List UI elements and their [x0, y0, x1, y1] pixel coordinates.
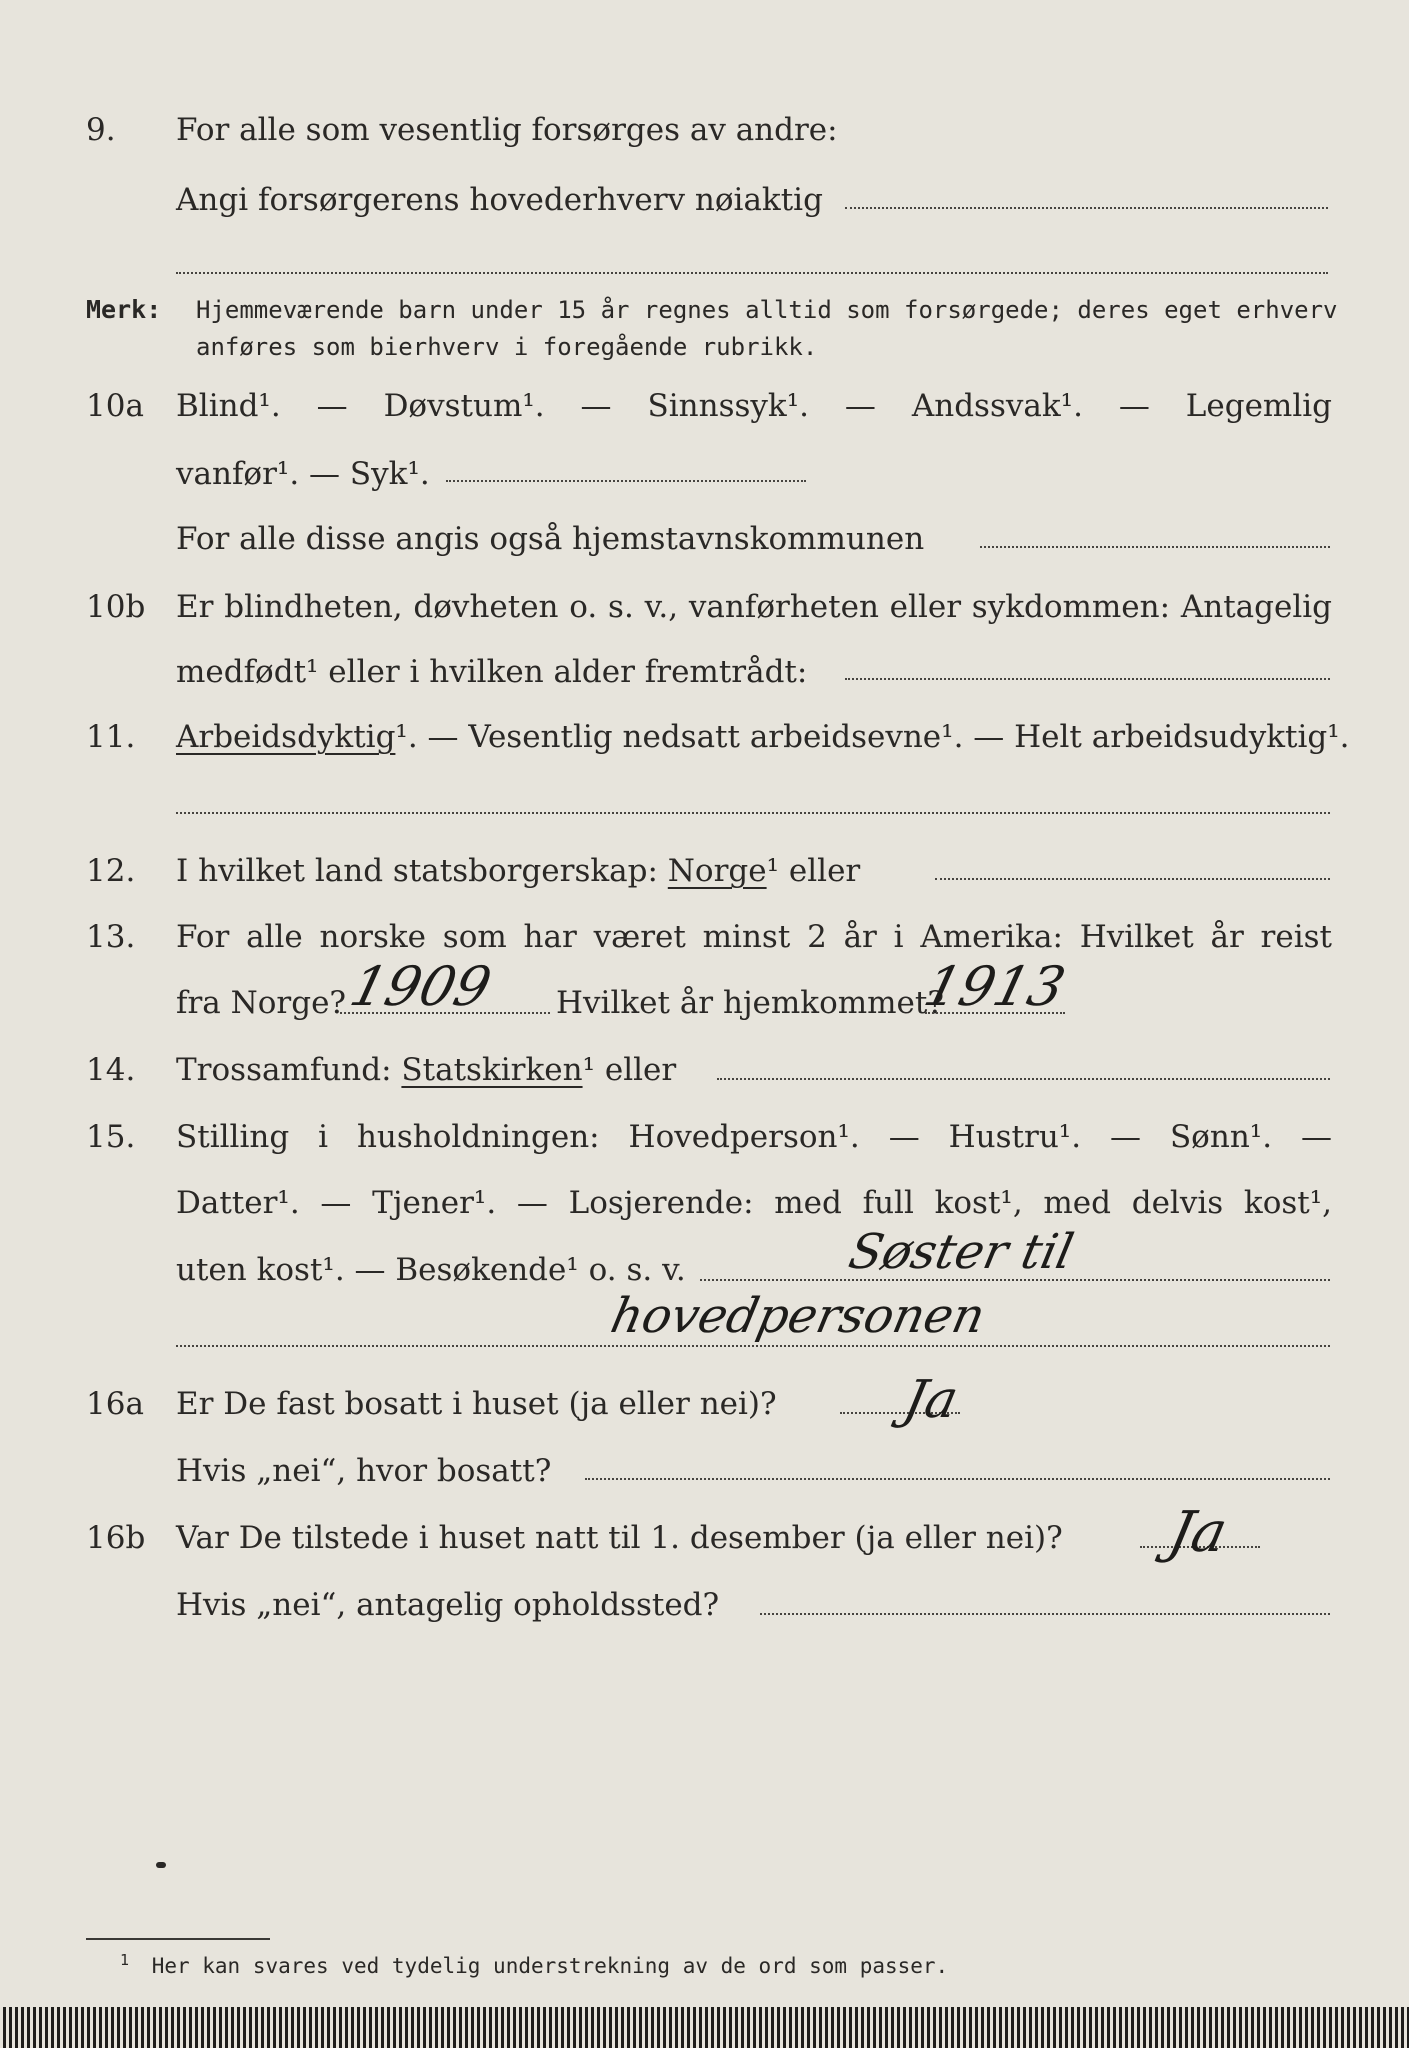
q12-row [0, 846, 1409, 896]
q13-handwritten-year-hjemkommet: 1913 [918, 955, 1072, 1018]
q16a-handwritten-answer: Ja [898, 1370, 964, 1430]
merk-row-2 [0, 327, 1409, 367]
q10a-text-2: vanfør¹. — Syk¹. [176, 456, 430, 492]
q14-suffix: ¹ eller [582, 1052, 677, 1088]
q15-text-3: uten kost¹. — Besøkende¹ o. s. v. [176, 1252, 686, 1288]
footnote-rule [86, 1938, 270, 1940]
q16b-handwritten-answer: Ja [1163, 1500, 1233, 1565]
q15-text-1: Stilling i husholdningen: Hovedperson¹. — Hustru¹. — Sønn¹. — [176, 1119, 1332, 1155]
q11-answer-line[interactable] [176, 812, 1330, 814]
q10a-text-1: Blind¹. — Døvstum¹. — Sinnssyk¹. — Andssvak¹. — Legemlig [176, 388, 1332, 424]
q14-text [176, 1045, 676, 1095]
q10a-syk-answer-line[interactable] [446, 480, 806, 482]
q15-handwritten-answer-2: hovedpersonen [606, 1288, 990, 1344]
q14-number: 14. [86, 1052, 136, 1088]
q9-row-1 [0, 105, 1409, 155]
q13-number: 13. [86, 919, 136, 955]
q15-number: 15. [86, 1119, 136, 1155]
footnote-text: Her kan svares ved tydelig understrekning av de ord som passer. [151, 1954, 949, 1978]
q14-row [0, 1045, 1409, 1095]
ink-speck [156, 1862, 166, 1868]
scan-edge-strip [0, 2007, 1409, 2048]
q16a-text-1: Er De fast bosatt i huset (ja eller nei)? [176, 1386, 777, 1422]
q16b-text-1: Var De tilstede i huset natt til 1. desember (ja eller nei)? [176, 1520, 1063, 1556]
q12-suffix: ¹ eller [766, 853, 861, 889]
q16b-row-2 [0, 1580, 1409, 1630]
q16a-number: 16a [86, 1386, 144, 1422]
merk-label: Merk: [86, 295, 162, 324]
footnote-mark: 1 [120, 1951, 130, 1969]
merk-text-1: Hjemmeværende barn under 15 år regnes alltid som forsørgede; deres eget erhverv [196, 296, 1338, 324]
q16a-row-1 [0, 1379, 1409, 1429]
q10a-row-3 [0, 514, 1409, 564]
q9-answer-line[interactable] [845, 207, 1328, 209]
merk-text-2: anføres som bierhverv i foregående rubrikk. [196, 333, 818, 361]
q16a-text-2: Hvis „nei“, hvor bosatt? [176, 1453, 552, 1489]
q10b-text-1: Er blindheten, døvheten o. s. v., vanførheten eller sykdommen: Antagelig [176, 589, 1332, 625]
q10a-number: 10a [86, 388, 144, 424]
q10b-text-2: medfødt¹ eller i hvilken alder fremtrådt: [176, 654, 808, 690]
q12-question: I hvilket land statsborgerskap: [176, 853, 658, 889]
q12-text [176, 846, 860, 896]
q10b-row-2 [0, 647, 1409, 697]
q15-text-2: Datter¹. — Tjener¹. — Losjerende: med full kost¹, med delvis kost¹, [176, 1185, 1332, 1221]
q9-number: 9. [86, 112, 116, 148]
q14-underlined-option: Statskirken [401, 1052, 583, 1088]
q16b-opholdssted-answer-line[interactable] [760, 1613, 1330, 1615]
q11-text [176, 712, 1350, 762]
q10a-row-2 [0, 449, 1409, 499]
q9-text-1: For alle som vesentlig forsørges av andre: [176, 112, 838, 148]
q15-handwritten-answer-1: Søster til [844, 1224, 1079, 1280]
q9-answer-line-2[interactable] [176, 272, 1328, 274]
q13-handwritten-year-reist: 1909 [344, 955, 498, 1018]
q10a-hjemstavn-answer-line[interactable] [980, 546, 1330, 548]
q11-options: ¹. — Vesentlig nedsatt arbeidsevne¹. — Helt arbeidsudyktig¹. [395, 719, 1350, 755]
q9-text-2: Angi forsørgerens hovederhverv nøiaktig [176, 182, 823, 218]
q14-question: Trossamfund: [176, 1052, 392, 1088]
q14-answer-line[interactable] [717, 1078, 1330, 1080]
q13-row-1 [0, 912, 1409, 962]
q16a-bosatt-answer-line[interactable] [585, 1478, 1330, 1480]
q12-number: 12. [86, 853, 136, 889]
q13-text-2a: fra Norge? [176, 985, 347, 1021]
q16b-text-2: Hvis „nei“, antagelig opholdssted? [176, 1587, 720, 1623]
q10b-number: 10b [86, 589, 146, 625]
merk-row-1 [0, 290, 1409, 330]
q12-underlined-option: Norge [667, 853, 767, 889]
q10b-answer-line[interactable] [845, 678, 1330, 680]
q15-row-1 [0, 1112, 1409, 1162]
q11-number: 11. [86, 719, 136, 755]
q10a-text-3: For alle disse angis også hjemstavnskommunen [176, 521, 925, 557]
q10b-row-1 [0, 582, 1409, 632]
q16b-number: 16b [86, 1520, 146, 1556]
q13-text-2b: Hvilket år hjemkommet? [556, 985, 944, 1021]
q10a-row-1 [0, 381, 1409, 431]
q11-underlined-option: Arbeidsdyktig [176, 719, 396, 755]
q13-row-2 [0, 978, 1409, 1028]
q11-row [0, 712, 1409, 762]
q16a-row-2 [0, 1446, 1409, 1496]
footnote [120, 1946, 948, 1980]
q9-row-2 [0, 175, 1409, 225]
q15-row-2 [0, 1178, 1409, 1228]
q13-text-1: For alle norske som har været minst 2 år i Amerika: Hvilket år reist [176, 919, 1332, 955]
q12-answer-line[interactable] [935, 878, 1330, 880]
q15-answer-line-2[interactable] [176, 1345, 1330, 1347]
